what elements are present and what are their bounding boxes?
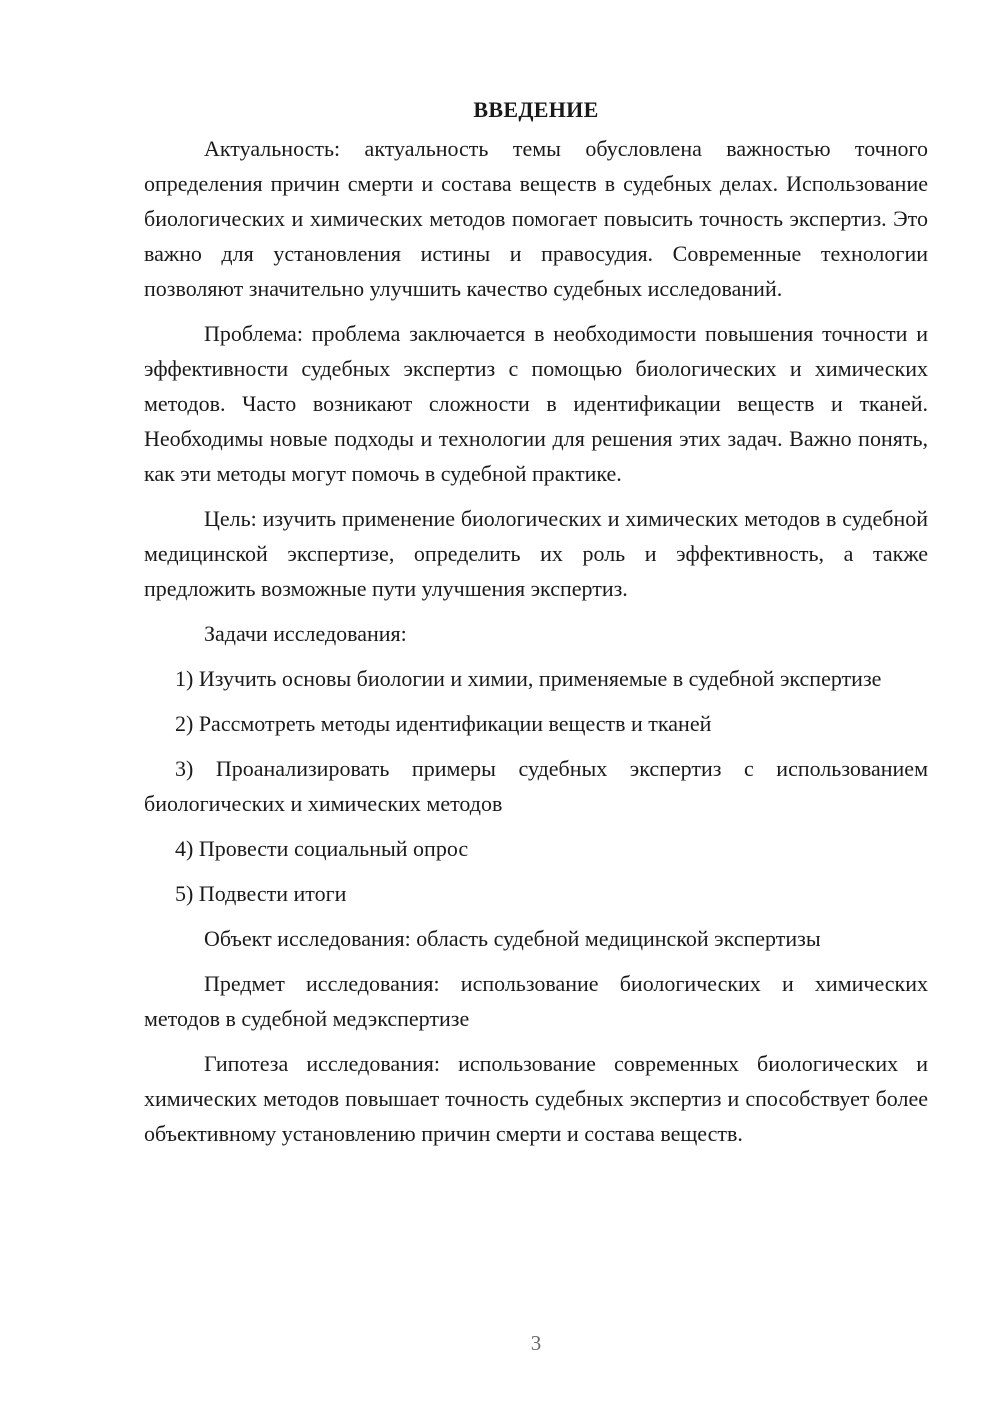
- task-item-5: 5) Подвести итоги: [175, 881, 347, 906]
- paragraph-tasks-heading: Задачи исследования:: [204, 621, 407, 646]
- document-page: [144, 92, 928, 1161]
- paragraph-subject: Предмет исследования: использование биологических и химических методов в судебной медэкспертизе: [144, 971, 928, 1031]
- paragraph-relevance: Актуальность: актуальность темы обусловлена важностью точного определения причин смерти и состава веществ в судебных делах. Использование биологических и химических методов помогает повысить точность экспертиз. Это важно для установления истины и правосудия. Современные технологии позволяют значительно улучшить качество судебных исследований.: [144, 136, 928, 301]
- task-item-4: 4) Провести социальный опрос: [175, 836, 469, 861]
- paragraph-hypothesis: Гипотеза исследования: использование современных биологических и химических методов повышает точность судебных экспертиз и способствует более объективному установлению причин смерти и состава веществ.: [144, 1051, 928, 1146]
- section-title: ВВЕДЕНИЕ: [473, 97, 599, 122]
- task-item-2: 2) Рассмотреть методы идентификации веществ и тканей: [175, 711, 712, 736]
- paragraph-problem: Проблема: проблема заключается в необходимости повышения точности и эффективности судебных экспертиз с помощью биологических и химических методов. Часто возникают сложности в идентификации веществ и тканей. Необходимы новые подходы и технологии для решения этих задач. Важно понять, как эти методы могут помочь в судебной практике.: [144, 321, 928, 486]
- paragraph-goal: Цель: изучить применение биологических и химических методов в судебной медицинской экспертизе, определить их роль и эффективность, а также предложить возможные пути улучшения экспертиз.: [144, 506, 928, 601]
- paragraph-object: Объект исследования: область судебной медицинской экспертизы: [204, 926, 821, 951]
- task-item-1: 1) Изучить основы биологии и химии, применяемые в судебной экспертизе: [175, 666, 882, 691]
- task-item-3: 3) Проанализировать примеры судебных экспертиз с использованием биологических и химических методов: [144, 756, 928, 816]
- page-number: 3: [530, 1331, 542, 1355]
